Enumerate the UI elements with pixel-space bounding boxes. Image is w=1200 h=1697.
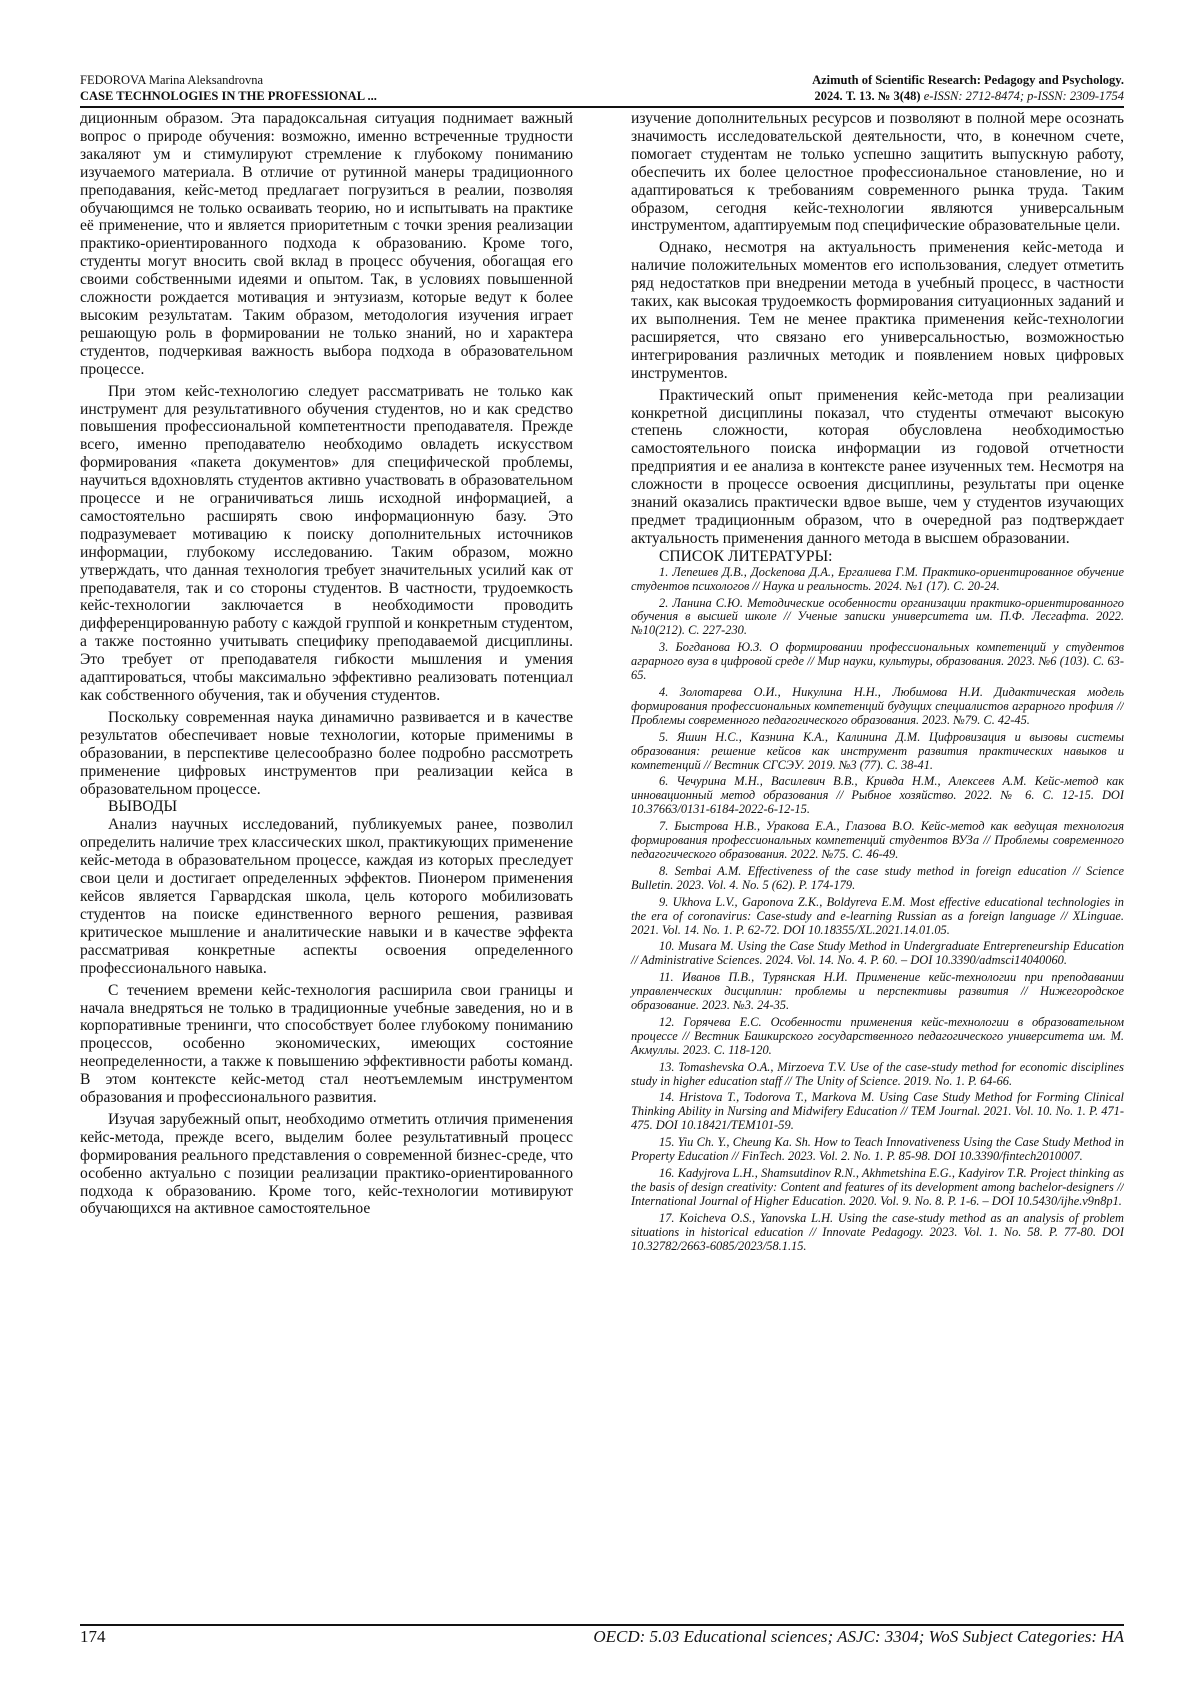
paragraph: Анализ научных исследований, публикуемых ранее, позволил определить наличие трех классических школ, практикующих применение кейс-метода в образовательном процессе, каждая из которых преследует свои цели и достигает определенных эффектов. Пионером применения кейсов является Гарвардская школа, цель которого мобилизовать студентов на поиске единственного верного решения, развивая критическое мышление и аналитические навыки и в качестве эффекта рассматривая конкретные аспекты освоения определенного профессионального навыка.: [80, 816, 573, 977]
left-column: [80, 110, 573, 1658]
section-heading-conclusions: ВЫВОДЫ: [108, 798, 178, 816]
reference-item: 1. Лепешев Д.В., Досkenова Д.А., Ергалиева Г.М. Практико-ориентированное обучение студентов психологов // Наука и реальность. 2024. №1 (17). С. 20-24.: [631, 564, 1124, 593]
reference-item: 14. Hristova T., Todorova T., Markova M. Using Case Study Method for Forming Clinical Thinking Ability in Nursing and Midwifery Education // TEM Journal. 2021. Vol. 10. No. 1. P. 471-475. DOI 10.18421/TEM101-59.: [631, 1090, 1124, 1133]
paragraph: Изучая зарубежный опыт, необходимо отметить отличия применения кейс-метода, прежде всего, выделим более результативный процесс формирования реального представления о современной бизнес-среде, что особенно актуально с позиции реализации практико-ориентированного подхода к образованию. Кроме того, кейс-технологии мотивируют обучающихся на активное самостоятельное: [80, 1110, 573, 1218]
header-issue: 2024. Т. 13. № 3(48): [814, 89, 921, 103]
subject-classification: OECD: 5.03 Educational sciences; ASJC: 3304; WoS Subject Categories: HA: [593, 1627, 1124, 1646]
reference-item: 15. Yiu Ch. Y., Cheung Ka. Sh. How to Teach Innovativeness Using the Case Study Method in Property Education // FinTech. 2023. Vol. 2. No. 1. P. 85-98. DOI 10.3390/fintech2010007.: [631, 1135, 1124, 1164]
paragraph: Практический опыт применения кейс-метода при реализации конкретной дисциплины показал, что студенты отмечают высокую степень сложности, которая обусловлена необходимостью самостоятельного поиска информации из годовой отчетности предприятия и ее анализа в контексте ранее изученных тем. Несмотря на сложности в процессе освоения дисциплины, результаты при оценке знаний оказались практически вдвое выше, чем у студентов изучающих предмет традиционным образом, что в очередной раз подтверждает актуальность применения данного метода в высшем образовании.: [631, 386, 1124, 547]
reference-item: 17. Koicheva O.S., Yanovska L.H. Using the case-study method as an analysis of problem situations in historical education // Innovate Pedagogy. 2023. Vol. 1. No. 58. P. 77-80. DOI 10.32782/2663-6085/2023/58.1.15.: [631, 1210, 1124, 1253]
reference-item: 12. Горячева Е.С. Особенности применения кейс-технологии в образовательном процессе // Вестник Башкирского государственного педагогического университета им. М. Акмуллы. 2023. С. 118-120.: [631, 1014, 1124, 1057]
reference-item: 16. Kadyjrova L.H., Shamsutdinov R.N., Akhmetshina E.G., Kadyirov T.R. Project thinking as the basis of design creativity: Content and features of its development among bachelor-designers // International Journal of Higher Education. 2020. Vol. 9. No. 8. P. 1-6. – DOI 10.5430/ijhe.v9n8p1.: [631, 1166, 1124, 1208]
reference-item: 8. Sembai A.M. Effectiveness of the case study method in foreign education // Science Bulletin. 2023. Vol. 4. No. 5 (62). P. 174-179.: [631, 863, 1124, 892]
reference-item: 9. Ukhova L.V., Gaponova Z.K., Boldyreva E.M. Most effective educational technologies in the era of coronavirus: Case-study and e-learning Russian as a foreign language // XLinguae. 2021. Vol. 14. No. 1. P. 62-72. DOI 10.18355/XL.2021.14.01.05.: [631, 894, 1124, 937]
running-header: [80, 70, 1124, 108]
reference-item: 11. Иванов П.В., Турянская Н.И. Применение кейс-технологии при преподавании управленческих дисциплин: проблемы и перспективы развития // Нижегородское образование. 2023. №3. 24-35.: [631, 970, 1124, 1013]
reference-item: 7. Быстрова Н.В., Уракова Е.А., Глазова В.О. Кейс-метод как ведущая технология формирования профессиональных компетенций студентов ВУЗа // Проблемы современного педагогического образования. 2022. №75. С. 46-49.: [631, 819, 1124, 861]
header-issue-line: [812, 88, 1124, 104]
paragraph: Однако, несмотря на актуальность применения кейс-метода и наличие положительных моментов его использования, следует отметить ряд недостатков при внедрении метода в учебный процесс, в частности таких, как высокая трудоемкость формирования ситуационных заданий и их выполнения. Тем не менее практика применения кейс-технологии расширяется, что связано его универсальностью, возможностью интегрирования различных методик и появлением новых цифровых инструментов.: [631, 239, 1124, 382]
paragraph: диционным образом. Эта парадоксальная ситуация поднимает важный вопрос о природе обучения: возможно, именно встреченные трудности закаляют ум и стимулируют стремление к глубокому пониманию изучаемого материала. В отличие от рутинной манеры традиционного преподавания, кейс-метод предлагает погрузиться в реалии, позволяя обучающимся не только осваивать теорию, но и испытывать на практике её применение, что и является приоритетным с точки зрения реализации практико-ориентированного подхода к образованию. Кроме того, студенты могут вносить свой вклад в процесс обучения, обогащая его своими собственными идеями и опытом. Так, в условиях повышенной сложности рождается мотивация и энтузиазм, которые ведут к более высоким результатам. Таким образом, методология изучения играет решающую роль в формировании не только знаний, но и характера студентов, подчеркивая важность выбора подхода в образовательном процессе.: [80, 110, 573, 378]
paragraph: При этом кейс-технологию следует рассматривать не только как инструмент для результативного обучения студентов, но и как средство повышения профессиональной компетентности преподавателя. Прежде всего, именно преподавателю необходимо овладеть искусством формирования «пакета документов» для специфической проблемы, научиться вдохновлять студентов активно участвовать в образовательном процессе и не ограничиваться лишь исходной информацией, а самостоятельно расширять свою информационную базу. Это подразумевает мотивацию к поиску дополнительных источников информации, глубокому исследованию. Таким образом, можно утверждать, что данная технология требует значительных усилий как от преподавателя, так и со стороны студентов. В частности, трудоемкость кейс-технологии заключается в необходимости проводить дифференцированную работу с каждой группой и конкретным студентом, а также постоянно учитывать специфику преподаваемой дисциплины. Это требует от преподавателя гибкости мышления и умения адаптироваться, чтобы максимально эффективно реализовать потенциал как собственного обучения, так и обучения студентов.: [80, 382, 573, 704]
reference-item: 3. Богданова Ю.З. О формировании профессиональных компетенций у студентов аграрного вуза в цифровой среде // Мир науки, культуры, образования. 2023. №6 (103). С. 63-65.: [631, 640, 1124, 683]
right-column: [631, 110, 1124, 1658]
page-number: 174: [80, 1627, 106, 1646]
header-author: FEDOROVA Marina Aleksandrovna: [80, 73, 264, 87]
header-article-title: CASE TECHNOLOGIES IN THE PROFESSIONAL ...: [80, 89, 377, 103]
reference-item: 2. Ланина С.Ю. Методические особенности организации практико-ориентированного обучения в высшей школе // Ученые записки университета им. П.Ф. Лесгафта. 2022. №10(212). С. 227-230.: [631, 595, 1124, 638]
paragraph: Поскольку современная наука динамично развивается и в качестве результатов обеспечивает новые технологии, которые применимы в образовании, в перспективе целесообразно более подробно рассмотреть применение цифровых инструментов при реализации кейса в образовательном процессе.: [80, 708, 573, 798]
header-left: [80, 72, 377, 104]
reference-item: 10. Musara M. Using the Case Study Method in Undergraduate Entrepreneurship Education // Administrative Sciences. 2024. Vol. 14. No. 4. P. 60. – DOI 10.3390/admsci14040060.: [631, 939, 1124, 968]
running-footer: [80, 1624, 1124, 1647]
paragraph: С течением времени кейс-технология расширила свои границы и начала внедряться не только в традиционные учебные заведения, но и в корпоративные тренинги, что способствует более глубокому пониманию процессов, особенно экономических, имеющих состояние неопределенности, а также к повышению эффективности работы команд. В этом контексте кейс-метод стал неотъемлемым инструментом образования и профессионального развития.: [80, 981, 573, 1107]
header-issn: e-ISSN: 2712-8474; p-ISSN: 2309-1754: [920, 89, 1124, 103]
reference-item: 5. Яшин Н.С., Казнина К.А., Калинина Д.М. Цифровизация и вызовы системы образования: решение кейсов как инструмент развития практических навыков и компетенций // Вестник СГСЭУ. 2019. №3 (77). С. 38-41.: [631, 729, 1124, 772]
reference-list: [631, 566, 1124, 1254]
body-columns: [80, 110, 1124, 1658]
paragraph: изучение дополнительных ресурсов и позволяют в полной мере осознать значимость исследовательской деятельности, что, в конечном счете, помогает студентам не только успешно защитить выпускную работу, обеспечить их более целостное профессиональное становление, но и адаптироваться к требованиям современного рынка труда. Таким образом, сегодня кейс-технологии являются универсальным инструментом, адаптируемым под специфические образовательные цели.: [631, 110, 1124, 235]
section-heading-references: СПИСОК ЛИТЕРАТУРЫ:: [659, 547, 833, 565]
reference-item: 4. Золотарева О.И., Никулина Н.Н., Любимова Н.И. Дидактическая модель формирования профессиональных компетенций будущих специалистов аграрного профиля // Проблемы современного педагогического образования. 2023. №79. С. 42-45.: [631, 685, 1124, 727]
header-journal: Azimuth of Scientific Research: Pedagogy and Psychology.: [812, 73, 1124, 87]
header-right: [812, 72, 1124, 104]
reference-item: 6. Чечурина М.Н., Василевич В.В., Кривда Н.М., Алексеев А.М. Кейс-метод как инновационный метод образования // Рыбное хозяйство. 2022. № 6. С. 12-15. DOI 10.37663/0131-6184-2022-6-12-15.: [631, 774, 1124, 817]
reference-item: 13. Tomashevska O.A., Mirzoeva T.V. Use of the case-study method for economic disciplines study in higher education staff // The Unity of Science. 2019. No. 1. P. 64-66.: [631, 1059, 1124, 1088]
